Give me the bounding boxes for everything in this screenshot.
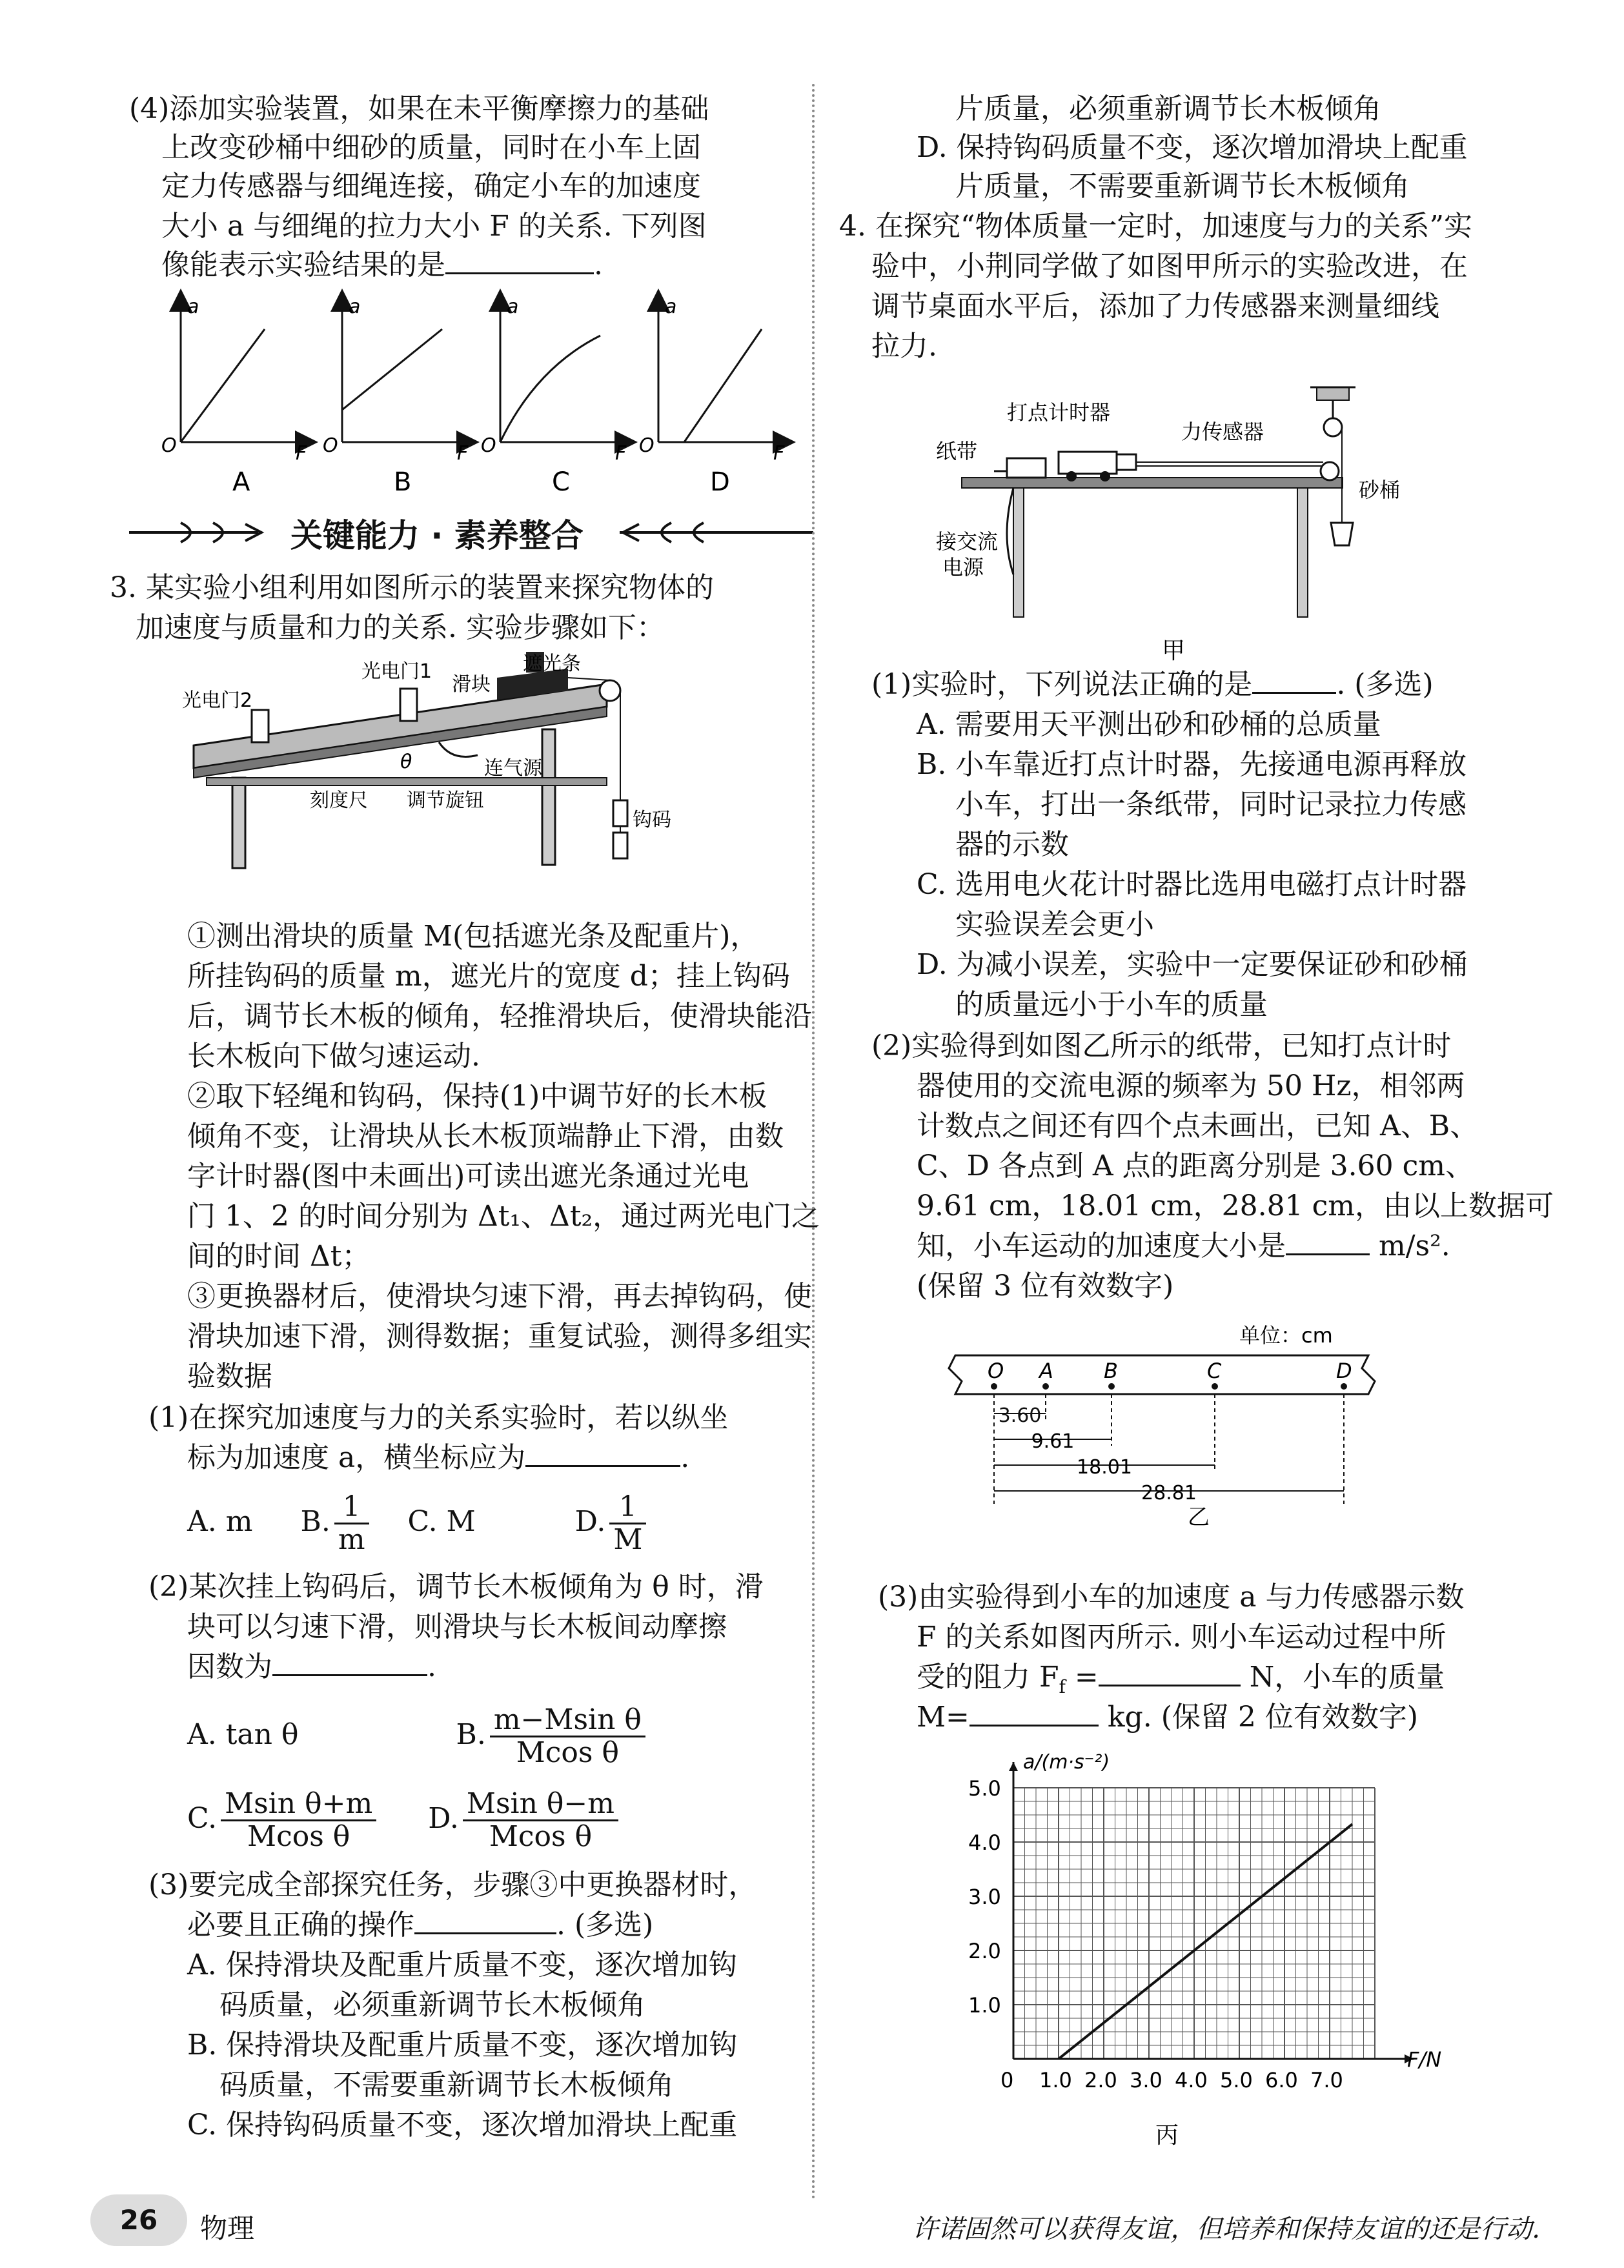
graph-label: B xyxy=(394,467,412,497)
q4-p2: 计数点之间还有四个点未画出，已知 A、B、 xyxy=(917,1109,1479,1142)
option-b: B. xyxy=(456,1718,486,1751)
tape-distance: 9.61 xyxy=(1031,1430,1075,1453)
y-axis-label: a/(m·s⁻²) xyxy=(1023,1751,1110,1774)
step-line: 门 1、2 的时间分别为 Δt₁、Δt₂，通过两光电门之 xyxy=(187,1200,820,1233)
page-number: 26 xyxy=(90,2194,187,2246)
step-line: 倾角不变，让滑块从长木板顶端静止下滑，由数 xyxy=(187,1120,784,1153)
step-line: 间的时间 Δt； xyxy=(187,1240,370,1273)
y-tick-label: 3.0 xyxy=(968,1885,1001,1909)
section-title: 关键能力 · 素养整合 xyxy=(278,510,596,556)
chart-grid xyxy=(1013,1788,1375,2059)
q3-p3-option: 片质量，必须重新调节长木板倾角 xyxy=(955,92,1381,125)
answer-blank[interactable] xyxy=(969,1699,1099,1726)
tape-distance: 3.60 xyxy=(998,1404,1042,1427)
q4-p1-option: 小车，打出一条纸带，同时记录拉力传感 xyxy=(955,788,1467,821)
axis-label-a: a xyxy=(507,296,519,318)
q3-p3-option: 片质量，不需要重新调节长木板倾角 xyxy=(955,170,1410,203)
origin-label: O xyxy=(323,434,338,457)
graph-label: C xyxy=(552,467,570,497)
q3-p1: (1)在探究加速度与力的关系实验时，若以纵坐 xyxy=(148,1401,729,1434)
label-knob: 调节旋钮 xyxy=(407,789,484,812)
q4-p2-note: (保留 3 位有效数字) xyxy=(917,1270,1174,1302)
step-line: 滑块加速下滑，测得数据；重复试验，测得多组实 xyxy=(187,1320,812,1353)
tape-point-c: C xyxy=(1207,1359,1222,1383)
label-strip: 遮光条 xyxy=(523,653,581,675)
step-line: 验数据 xyxy=(187,1360,272,1393)
label-bucket: 砂桶 xyxy=(1359,478,1401,502)
answer-blank[interactable] xyxy=(1252,666,1336,694)
origin-label: O xyxy=(639,434,655,457)
option-c: C. xyxy=(187,1802,218,1835)
label-weight: 钩码 xyxy=(633,809,671,831)
answer-blank[interactable] xyxy=(525,1439,680,1467)
step-line: ②取下轻绳和钩码，保持(1)中调节好的长木板 xyxy=(187,1080,767,1113)
tape-distance: 18.01 xyxy=(1077,1456,1132,1479)
label-sensor: 力传感器 xyxy=(1181,420,1264,444)
option-d: D. xyxy=(574,1505,606,1538)
q3-4-line: 像能表示实验结果的是 xyxy=(161,248,445,281)
q4-p2: 9.61 cm，18.01 cm，28.81 cm，由以上数据可 xyxy=(917,1190,1554,1222)
q4-p2: (2)实验得到如图乙所示的纸带，已知打点计时 xyxy=(871,1029,1452,1062)
acceleration-force-chart xyxy=(955,1743,1446,2149)
option-c: C. M xyxy=(407,1505,476,1538)
answer-blank[interactable] xyxy=(414,1907,556,1934)
chart-caption: 丙 xyxy=(1155,2122,1179,2149)
origin-label: O xyxy=(161,434,177,457)
axis-label-a: a xyxy=(187,296,199,318)
q4-intro: 拉力. xyxy=(871,330,937,363)
q3-4-line: 大小 a 与细绳的拉力大小 F 的关系. 下列图 xyxy=(161,210,707,243)
q4-p2: 知，小车运动的加速度大小是 xyxy=(917,1230,1286,1262)
cart-setup-figure xyxy=(936,368,1426,671)
graph-d xyxy=(639,296,785,497)
q4-intro: 验中，小荆同学做了如图甲所示的实验改进，在 xyxy=(871,250,1468,283)
q3-p1: 标为加速度 a，横坐标应为 xyxy=(187,1441,526,1474)
graph-a xyxy=(161,296,307,497)
label-slider: 滑块 xyxy=(452,673,491,696)
step-line: ③更换器材后，使滑块匀速下滑，再去掉钩码，使 xyxy=(187,1280,812,1313)
graph-label: D xyxy=(710,467,730,497)
q4-p3: 受的阻力 F xyxy=(917,1661,1059,1694)
label-theta: θ xyxy=(400,751,412,773)
q4-p3: (3)由实验得到小车的加速度 a 与力传感器示数 xyxy=(878,1581,1465,1614)
q3-p3: (3)要完成全部探究任务，步骤③中更换器材时， xyxy=(148,1868,757,1901)
y-arrow xyxy=(1009,1762,1018,1771)
answer-blank[interactable] xyxy=(1099,1659,1241,1686)
q4-p3: F 的关系如图丙所示. 则小车运动过程中所 xyxy=(917,1621,1446,1654)
paper-tape-figure xyxy=(942,1317,1381,1530)
step-line: 长木板向下做匀速运动. xyxy=(187,1040,480,1073)
option-graphs xyxy=(148,290,800,503)
q4-p1-option: A. 需要用天平测出砂和砂桶的总质量 xyxy=(917,708,1381,741)
q3-4-line: 上改变砂桶中细砂的质量，同时在小车上固 xyxy=(161,131,701,164)
label-air: 连气源 xyxy=(484,757,542,780)
step-line: 所挂钩码的质量 m，遮光片的宽度 d；挂上钩码 xyxy=(187,960,790,993)
y-tick-label: 5.0 xyxy=(968,1776,1001,1801)
step-line: 后，调节长木板的倾角，轻推滑块后，使滑块能沿 xyxy=(187,1000,812,1033)
q3-intro: 3. 某实验小组利用如图所示的装置来探究物体的 xyxy=(110,571,714,604)
x-tick-label: 4.0 xyxy=(1175,2068,1208,2092)
figure-caption: 乙 xyxy=(1188,1504,1210,1530)
graph-c xyxy=(481,296,627,497)
axis-label-a: a xyxy=(349,296,361,318)
label-ruler: 刻度尺 xyxy=(310,789,368,812)
q4-p1: (1)实验时，下列说法正确的是 xyxy=(871,668,1253,701)
origin-label: O xyxy=(481,434,496,457)
axis-label-f: F xyxy=(773,442,785,465)
q4-p1-option: C. 选用电火花计时器比选用电磁打点计时器 xyxy=(917,868,1467,901)
axis-label-f: F xyxy=(296,442,307,465)
label-gate1: 光电门1 xyxy=(361,660,432,683)
tape-point-b: B xyxy=(1104,1359,1118,1383)
subject-label: 物理 xyxy=(200,2212,255,2244)
q3-p2: 因数为 xyxy=(187,1650,272,1683)
q3-p3-option: A. 保持滑块及配重片质量不变，逐次增加钩 xyxy=(187,1949,737,1981)
q4-p2: C、D 各点到 A 点的距离分别是 3.60 cm、 xyxy=(917,1149,1474,1182)
q4-p1-option: 器的示数 xyxy=(955,828,1069,861)
graph-b xyxy=(323,296,469,497)
option-b: B. xyxy=(300,1505,330,1538)
label-tape: 纸带 xyxy=(936,439,978,463)
tape-point-d: D xyxy=(1336,1359,1352,1383)
x-tick-label: 0 xyxy=(1000,2068,1014,2092)
q4-intro: 调节桌面水平后，添加了力传感器来测量细线 xyxy=(871,290,1439,323)
section-banner xyxy=(129,510,813,555)
q4-p1-option: D. 为减小误差，实验中一定要保证砂和砂桶 xyxy=(917,948,1468,981)
figure-caption: 甲 xyxy=(1162,638,1186,664)
y-tick-label: 2.0 xyxy=(968,1939,1001,1963)
q3-p1-options: A. m B. $\frac{1}{m}$ C. M D. $\frac{1}{M}$ xyxy=(187,1491,650,1555)
tape-point-a: A xyxy=(1039,1359,1053,1383)
y-tick-label: 1.0 xyxy=(968,1993,1001,2018)
q3-p3-option: 码质量，不需要重新调节长木板倾角 xyxy=(219,2069,674,2101)
x-tick-label: 1.0 xyxy=(1039,2068,1072,2092)
q3-4-line: (4)添加实验装置，如果在未平衡摩擦力的基础 xyxy=(129,92,709,125)
q3-p3-option: B. 保持滑块及配重片质量不变，逐次增加钩 xyxy=(187,2029,738,2061)
label-power: 接交流 xyxy=(936,529,999,554)
step-line: 字计时器(图中未画出)可读出遮光条通过光电 xyxy=(187,1160,749,1193)
q3-p3-option: C. 保持钩码质量不变，逐次增加滑块上配重 xyxy=(187,2109,738,2141)
y-tick-label: 4.0 xyxy=(968,1830,1001,1855)
q4-p1-option: B. 小车靠近打点计时器，先接通电源再释放 xyxy=(917,748,1467,781)
q3-p2-options-row1: A. tan θ B. $\frac{\text{m−Msin θ}}{\text{Mcos θ}}$ xyxy=(187,1704,649,1768)
x-tick-label: 5.0 xyxy=(1220,2068,1253,2092)
label-timer: 打点计时器 xyxy=(1007,400,1111,425)
tape-unit: 单位：cm xyxy=(1239,1323,1333,1348)
x-tick-label: 2.0 xyxy=(1084,2068,1117,2092)
footer-quote: 许诺固然可以获得友谊，但培养和保持友谊的还是行动. xyxy=(912,2214,1540,2244)
q4-intro: 4. 在探究“物体质量一定时，加速度与力的关系”实 xyxy=(839,210,1472,243)
tape-distance: 28.81 xyxy=(1141,1482,1197,1504)
axis-label-f: F xyxy=(457,442,469,465)
graph-label: A xyxy=(232,467,250,497)
step-line: ①测出滑块的质量 M(包括遮光条及配重片)， xyxy=(187,920,759,953)
x-tick-label: 7.0 xyxy=(1310,2068,1343,2092)
option-a: A. m xyxy=(187,1505,253,1538)
answer-blank[interactable] xyxy=(445,247,594,274)
option-a: A. tan θ xyxy=(187,1718,299,1751)
q3-p2: 块可以匀速下滑，则滑块与长木板间动摩擦 xyxy=(187,1610,727,1643)
q4-p1-option: 的质量远小于小车的质量 xyxy=(955,988,1268,1021)
tape-point-o: O xyxy=(988,1359,1004,1383)
q4-p2: 器使用的交流电源的频率为 50 Hz，相邻两 xyxy=(917,1069,1465,1102)
x-tick-label: 6.0 xyxy=(1265,2068,1298,2092)
q4-p1-option: 实验误差会更小 xyxy=(955,908,1154,941)
q3-p2-options-row2: C. $\frac{\text{Msin θ+m}}{\text{Mcos θ}}$ D. $\frac{\text{Msin θ−m}}{\text{Mcos θ}}$ xyxy=(187,1788,622,1852)
q3-p3: 必要且正确的操作 xyxy=(187,1909,414,1941)
answer-blank[interactable] xyxy=(272,1648,427,1676)
axis-label-f: F xyxy=(615,442,627,465)
q3-p3-option: 码质量，必须重新调节长木板倾角 xyxy=(219,1989,645,2021)
q3-p2: (2)某次挂上钩码后，调节长木板倾角为 θ 时，滑 xyxy=(148,1570,764,1603)
axis-label-a: a xyxy=(665,296,677,318)
column-divider xyxy=(812,84,815,2201)
x-axis-label: F/N xyxy=(1407,2047,1442,2072)
air-track-figure xyxy=(181,652,697,878)
answer-blank[interactable] xyxy=(1286,1228,1370,1255)
q3-p3-option: D. 保持钩码质量不变，逐次增加滑块上配重 xyxy=(917,131,1468,164)
x-tick-label: 3.0 xyxy=(1130,2068,1162,2092)
q3-4-line: 定力传感器与细绳连接，确定小车的加速度 xyxy=(161,170,701,203)
option-d: D. xyxy=(428,1802,459,1835)
label-gate2: 光电门2 xyxy=(182,689,253,712)
q3-intro: 加速度与质量和力的关系. 实验步骤如下： xyxy=(136,611,665,644)
label-power: 电源 xyxy=(942,555,984,580)
